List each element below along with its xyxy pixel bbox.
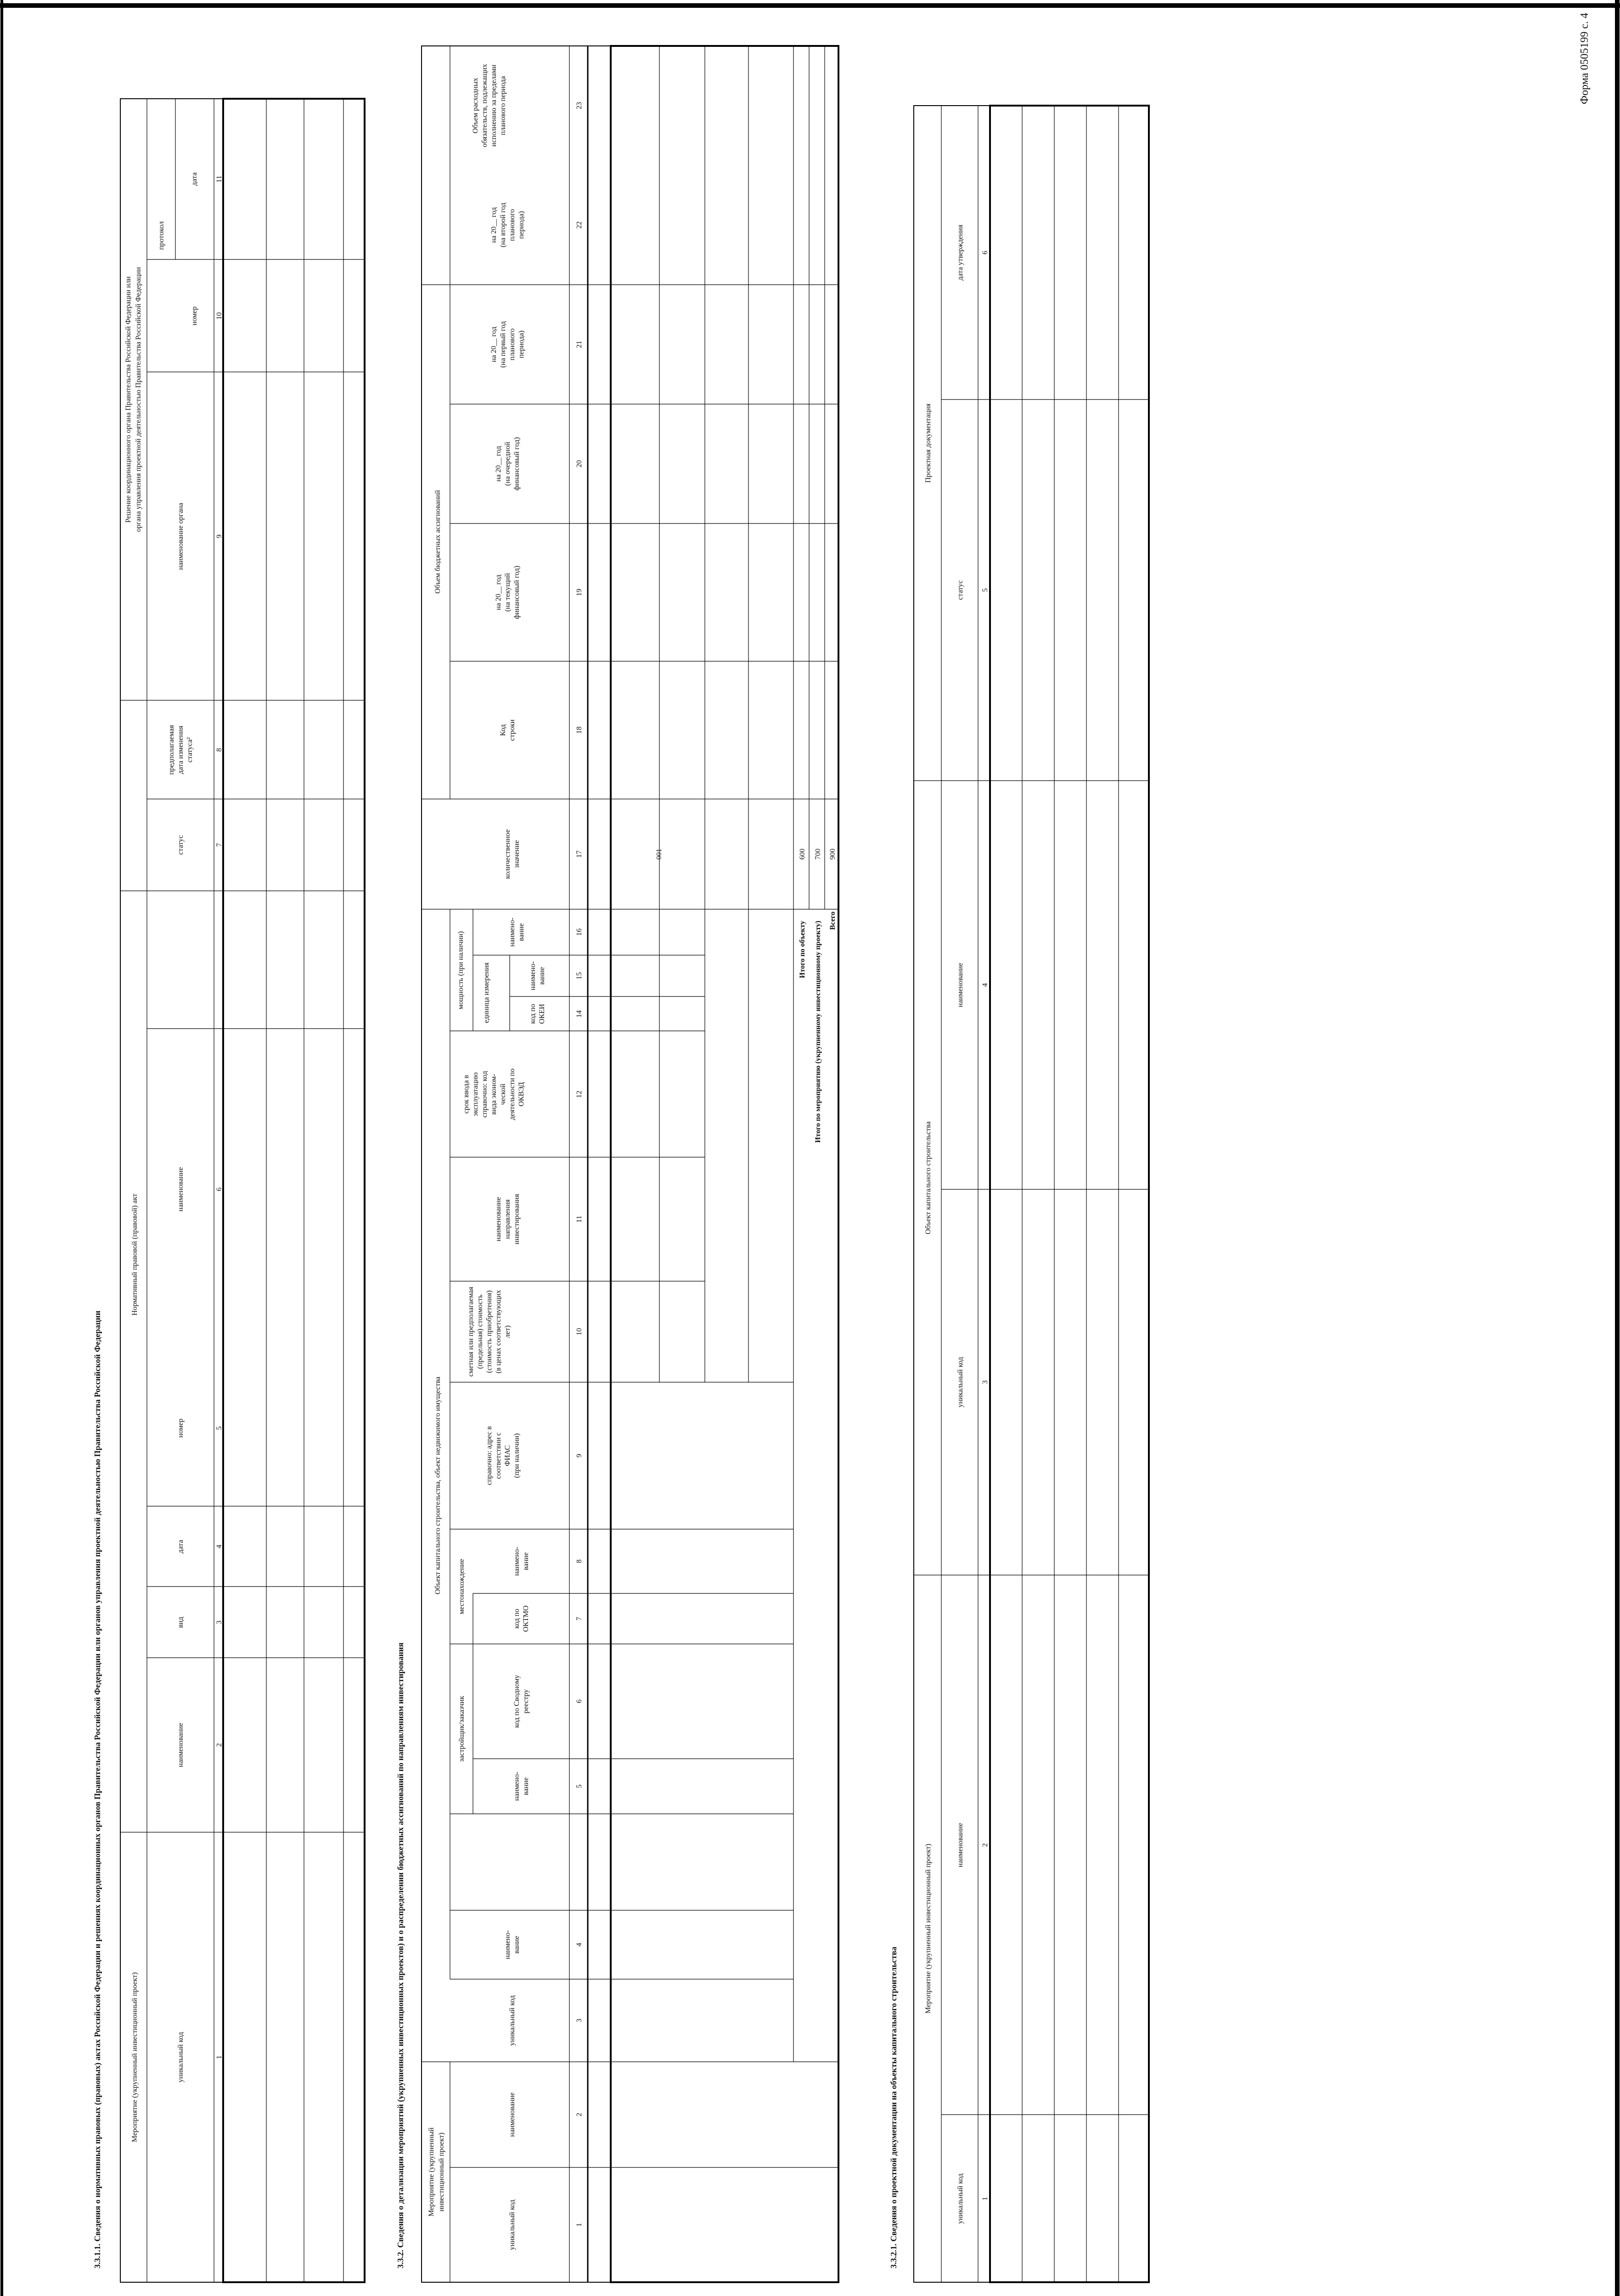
budget-col-12-l4: деятельности по: [508, 1068, 516, 1120]
budget-group-allocations: Объем бюджетных ассигнований: [434, 490, 442, 594]
section-title-3-3-2-1: 3.3.2.1. Сведения о проектной документации на объекты капитального строительства: [889, 1947, 898, 2268]
budget-col-23-l2: обязательств, подлежащих: [481, 64, 489, 147]
acts-colnum: 6: [215, 1187, 223, 1191]
budget-col-4-l1: наимено-: [504, 1930, 512, 1959]
acts-col-planned-date-l2: дата изменения: [177, 726, 185, 774]
budget-col-14-l1: код по: [529, 1004, 537, 1024]
budget-col-13-l1: срок ввода в: [462, 1075, 470, 1114]
budget-col-11-l2: направления: [504, 1199, 512, 1239]
budget-col-18-l1: Код: [499, 724, 507, 736]
budget-col-7-l1: код по: [513, 1609, 521, 1629]
docs-col-4: наименование: [956, 962, 964, 1007]
acts-colnum: 8: [215, 748, 223, 752]
budget-col-6-l2: реестру: [522, 1689, 530, 1714]
acts-header-project: Мероприятие (укрупненный инвестиционный проект): [131, 1972, 139, 2142]
docs-col-1: уникальный код: [956, 2173, 964, 2224]
budget-colnum: 3: [575, 2019, 583, 2022]
budget-colnum: 7: [575, 1617, 583, 1621]
docs-col-2: наименование: [956, 1823, 964, 1868]
budget-col-8-l1: наимено-: [513, 1547, 521, 1576]
acts-header-decision-line2: органа управления проектной деятельностью Правительства Российской Федерации: [135, 267, 142, 532]
docs-colnum: 1: [981, 2197, 989, 2200]
section-3-3-1-1: [93, 99, 365, 2282]
budget-col-10-l3: (стоимость приобретения): [485, 1290, 493, 1373]
budget-group-location: местонахождение: [458, 1559, 466, 1615]
budget-col-4-l2: вание: [513, 1936, 521, 1954]
acts-header-decision-line1: Решение координационного органа Правительства Российской Федерации или: [124, 276, 132, 523]
budget-col-13-l2: эксплуатацию: [472, 1072, 479, 1116]
acts-colnum: 1: [215, 2055, 223, 2059]
acts-colnum: 4: [215, 1545, 223, 1548]
budget-colnum: 15: [575, 972, 583, 979]
budget-col-10-l5: лет): [504, 1325, 512, 1338]
budget-col-10-l4: (в ценах соответствующих: [495, 1290, 502, 1373]
budget-row-code-001: 001: [655, 849, 663, 860]
docs-colnum: 3: [981, 1380, 989, 1384]
budget-group-unit: единица измерения: [483, 962, 490, 1023]
acts-colnum: 10: [215, 312, 223, 320]
acts-col-name: наименование: [177, 1722, 185, 1767]
budget-col-21-l4: периода): [518, 330, 525, 359]
budget-col-3: уникальный код: [508, 1995, 516, 2046]
docs-colnum: 2: [981, 1843, 989, 1847]
budget-col-17-l2: значение: [513, 840, 521, 868]
docs-col-6: дата утверждения: [956, 225, 964, 281]
budget-group-builder: застройщик/заказчик: [458, 1696, 466, 1762]
docs-group-project: Мероприятие (укрупненный инвестиционный проект): [924, 1844, 932, 2014]
budget-col-12-l1: справочно: код: [481, 1071, 489, 1118]
acts-col-number: номер: [177, 1418, 185, 1438]
budget-col-15-l1: наимено-: [529, 961, 537, 990]
budget-col-22-l3: планового: [508, 209, 516, 241]
budget-group-project-l1: Мероприятие (укрупненный: [428, 2127, 435, 2217]
budget-col-19-l2: (на текущий: [504, 573, 512, 612]
budget-col-16-l2: вание: [518, 923, 525, 941]
budget-colnum: 6: [575, 1699, 583, 1703]
docs-colnum: 6: [981, 251, 989, 254]
form-number-block: [1579, 13, 1591, 104]
budget-group-project-l2: инвестиционный проект): [438, 2132, 445, 2212]
total-object-code: 600: [799, 849, 806, 860]
total-object-label: Итого по объекту: [799, 921, 806, 979]
budget-col-10-l1: сметная или предполагаемая: [467, 1287, 475, 1377]
budget-colnum: 20: [575, 460, 583, 467]
budget-col-19-l1: на 20__ год: [495, 574, 502, 610]
total-all-code: 900: [829, 849, 837, 860]
budget-col-9-l2: соответствии с: [495, 1432, 502, 1479]
acts-colnum: 11: [215, 175, 223, 183]
acts-colnum: 7: [215, 843, 223, 847]
budget-table: [422, 46, 838, 2282]
budget-colnum: 22: [575, 221, 583, 229]
acts-col-unique-code: уникальный код: [177, 2032, 185, 2082]
budget-col-23-l1: Объем расходных: [472, 78, 479, 134]
docs-table: [914, 106, 1149, 2282]
section-3-3-2: [396, 46, 838, 2282]
total-project-code: 700: [814, 849, 822, 860]
budget-col-15-l2: вание: [538, 967, 546, 985]
budget-col-11-l1: наименование: [495, 1197, 502, 1242]
budget-col-14-l2: ОКЕИ: [538, 1004, 546, 1024]
acts-col-protocol-number: номер: [191, 306, 198, 326]
budget-colnum: 9: [575, 1454, 583, 1458]
docs-group-object: Объект капитального строительства: [924, 1121, 932, 1234]
budget-col-21-l3: планового: [508, 328, 516, 360]
budget-col-21-l1: на 20__ год: [490, 326, 498, 362]
budget-colnum: 14: [575, 1010, 583, 1018]
budget-group-object: Объект капитального строительства, объект недвижимого имущества: [434, 1376, 442, 1595]
budget-col-20-l1: на 20__ год: [495, 446, 502, 482]
acts-header-act: Нормативный правовой (правовой) акт: [131, 1193, 139, 1316]
budget-colnum: 8: [575, 1559, 583, 1563]
acts-col-protocol: протокол: [158, 221, 165, 250]
budget-col-7-l2: ОКТМО: [522, 1605, 530, 1632]
budget-col-2: наименование: [508, 2092, 516, 2137]
budget-col-21-l2: (на первый год: [499, 321, 507, 368]
rotated-form: [93, 46, 1149, 2282]
section-3-3-2-1: [889, 106, 1149, 2282]
budget-col-11-l3: инвестирования: [513, 1194, 521, 1244]
budget-colnum: 10: [575, 1328, 583, 1335]
docs-table-headers: [924, 225, 989, 2224]
section-title-3-3-1-1: 3.3.1.1. Сведения о нормативных правовых (правовых) актах Российской Федерации и решениях координационных органов Правительства Российской Федерации или органов управления проектной деятельностью Правительства Российской Федерации: [93, 1311, 102, 2268]
budget-col-17-l1: количественное: [504, 829, 512, 879]
acts-colnum: 5: [215, 1426, 223, 1430]
budget-colnum: 23: [575, 102, 583, 109]
acts-col-protocol-date: дата: [191, 172, 198, 186]
acts-col-status: статус: [177, 835, 185, 855]
total-all-label: Всего: [829, 912, 837, 930]
budget-col-10-l2: (предельная) стоимость: [476, 1294, 484, 1369]
budget-col-18-l2: строки: [508, 719, 516, 741]
budget-col-23-l4: планового периода: [499, 76, 507, 135]
budget-col-23-l3: исполнению за пределами: [490, 64, 498, 147]
total-project-label: Итого по мероприятию (укрупненному инвестиционному проекту): [814, 921, 822, 1143]
budget-col-9-l3: ФИАС: [504, 1445, 512, 1466]
budget-col-16-l1: наимено-: [508, 917, 516, 947]
budget-colnum: 16: [575, 929, 583, 936]
budget-colnum: 11: [575, 1216, 583, 1223]
budget-col-6-l1: код по Сводному: [513, 1675, 521, 1728]
budget-colnum: 12: [575, 1091, 583, 1098]
budget-col-9-l4: (при наличии): [513, 1433, 521, 1478]
budget-col-1: уникальный код: [508, 2200, 516, 2250]
budget-col-8-l2: вание: [522, 1552, 530, 1570]
budget-group-capacity: мощность (при наличии): [457, 931, 465, 1010]
docs-col-5: статус: [956, 580, 964, 600]
section-title-3-3-2: 3.3.2. Сведения о детализации мероприятий (укрупненных инвестиционных проектов) и о распределении бюджетных ассигнований по направлениям инвестирования: [396, 1642, 405, 2268]
budget-colnum: 19: [575, 589, 583, 596]
budget-colnum: 5: [575, 1784, 583, 1788]
budget-colnum: 1: [575, 2223, 583, 2227]
budget-col-20-l2: (на очередной: [504, 442, 512, 486]
budget-col-20-l3: финансовый год): [513, 437, 521, 491]
acts-col-kind: вид: [177, 1616, 185, 1628]
budget-col-22-l4: периода): [518, 211, 525, 239]
acts-col-planned-date-l1: предполагаемая: [168, 725, 175, 775]
docs-colnum: 4: [981, 983, 989, 987]
acts-colnum: 2: [215, 1743, 223, 1747]
acts-col-org-name: наименование органа: [177, 502, 185, 570]
docs-group-project-docs: Проектная документация: [924, 403, 932, 483]
acts-col-date: дата: [177, 1540, 185, 1553]
acts-colnum: 9: [215, 535, 223, 538]
acts-col-act-name: наименование: [177, 1167, 185, 1212]
budget-colnum: 2: [575, 2113, 583, 2116]
budget-col-5-l2: вание: [522, 1777, 530, 1795]
acts-colnum: 3: [215, 1621, 223, 1624]
budget-colnum: 21: [575, 341, 583, 348]
budget-col-9-l1: справочно: адрес в: [485, 1426, 493, 1486]
budget-col-12-l3: ческой: [499, 1083, 507, 1105]
budget-col-5-l1: наимено-: [513, 1772, 521, 1801]
budget-colnum: 4: [575, 1943, 583, 1947]
acts-col-planned-date-l3: статуса²: [186, 737, 194, 763]
form-number: Форма 0505199 с. 4: [1579, 13, 1591, 104]
budget-col-12-l5: ОКВЭД: [518, 1082, 525, 1107]
acts-table-headers: [124, 172, 223, 2142]
budget-col-22-l2: (на второй год: [499, 203, 507, 248]
budget-col-12-l2: вида эконом-: [490, 1074, 498, 1115]
budget-colnum: 18: [575, 726, 583, 734]
acts-table: [120, 99, 365, 2282]
docs-colnum: 5: [981, 588, 989, 592]
budget-colnum: 17: [575, 850, 583, 858]
budget-col-19-l3: финансовый год): [513, 565, 521, 619]
budget-col-22-l1: на 20__ год: [490, 207, 498, 243]
docs-col-3: уникальный код: [956, 1357, 964, 1407]
